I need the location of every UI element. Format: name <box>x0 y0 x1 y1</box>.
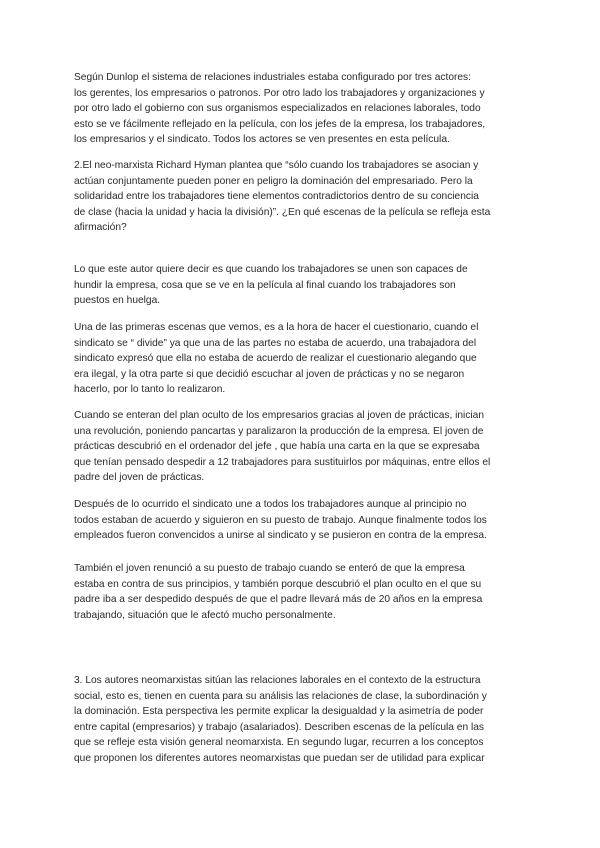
paragraph-dunlop-actors: Según Dunlop el sistema de relaciones industriales estaba configurado por tres actores: los gerentes, los empresarios o patronos. Por otro lado los trabajadores y organizaciones y por otro lado el gobierno con sus organismos especializados en relaciones laborales, todo esto se ve fácilmente reflejado en la película, con los jefes de la empresa, los trabajadores, los empresarios y el sindicato. Todos los actores se ven presentes en esta película. <box>74 72 486 146</box>
paragraph-questionnaire-scene: Una de las primeras escenas que vemos, es a la hora de hacer el cuestionario, cuando el sindicato se “ divide” ya que una de las partes no estaba de acuerdo, una trabajadora del sindicato expresó que ella no estaba de acuerdo de realizar el cuestionario alegando que era ilegal, y la otra parte si que decidió escuchar al joven de prácticas y no se negaron hacerlo, por lo tanto lo realizaron. <box>74 322 479 396</box>
question-2-hyman: 2.El neo-marxista Richard Hyman plantea que “sólo cuando los trabajadores se asocian y actúan conjuntamente pueden poner en peligro la dominación del empresariado. Pero la solidaridad entre los trabajadores tiene elementos contradictorios dentro de su conciencia de clase (hacia la unidad y hacia la división)”. ¿En qué escenas de la película se refleja esta afirmación? <box>74 160 491 234</box>
paragraph-union-unites: Después de lo ocurrido el sindicato une a todos los trabajadores aunque al principio no todos estaban de acuerdo y siguieron en su puesto de trabajo. Aunque finalmente todos los empleados fueron convencidos a unirse al sindicato y se pusieron en contra de la empresa. <box>74 499 487 542</box>
question-3-neomarxists: 3. Los autores neomarxistas sitúan las relaciones laborales en el contexto de la estructura social, esto es, tienen en cuenta para su análisis las relaciones de clase, la subordinación y la dominación. Esta perspectiva les permite explicar la desigualdad y la asimetría de poder entre capital (empresarios) y trabajo (asalariados). Describen escenas de la película en las que se refleje esta visión general neomarxista. En segundo lugar, recurren a los conceptos que proponen los diferentes autores neomarxistas que puedan ser de utilidad para explicar <box>74 675 487 764</box>
paragraph-hidden-plan: Cuando se enteran del plan oculto de los empresarios gracias al joven de prácticas, inician una revolución, poniendo pancartas y paralizaron la producción de la empresa. El joven de prácticas descubrió en el ordenador del jefe , que había una carta en la que se expresaba que tenían pensado despedir a 12 trabajadores para sustituirlos por máquinas, entre ellos el padre del joven de prácticas. <box>74 410 491 484</box>
paragraph-intern-resigns: También el joven renunció a su puesto de trabajo cuando se enteró de que la empresa estaba en contra de sus principios, y también porque descubrió el plan oculto en el que su padre iba a ser despedido después de que el padre llevará más de 20 años en la empresa trabajando, situación que le afectó mucho personalmente. <box>74 563 483 621</box>
paragraph-author-meaning: Lo que este autor quiere decir es que cuando los trabajadores se unen son capaces de hundir la empresa, cosa que se ve en la película al final cuando los trabajadores son puestos en huelga. <box>74 264 468 307</box>
